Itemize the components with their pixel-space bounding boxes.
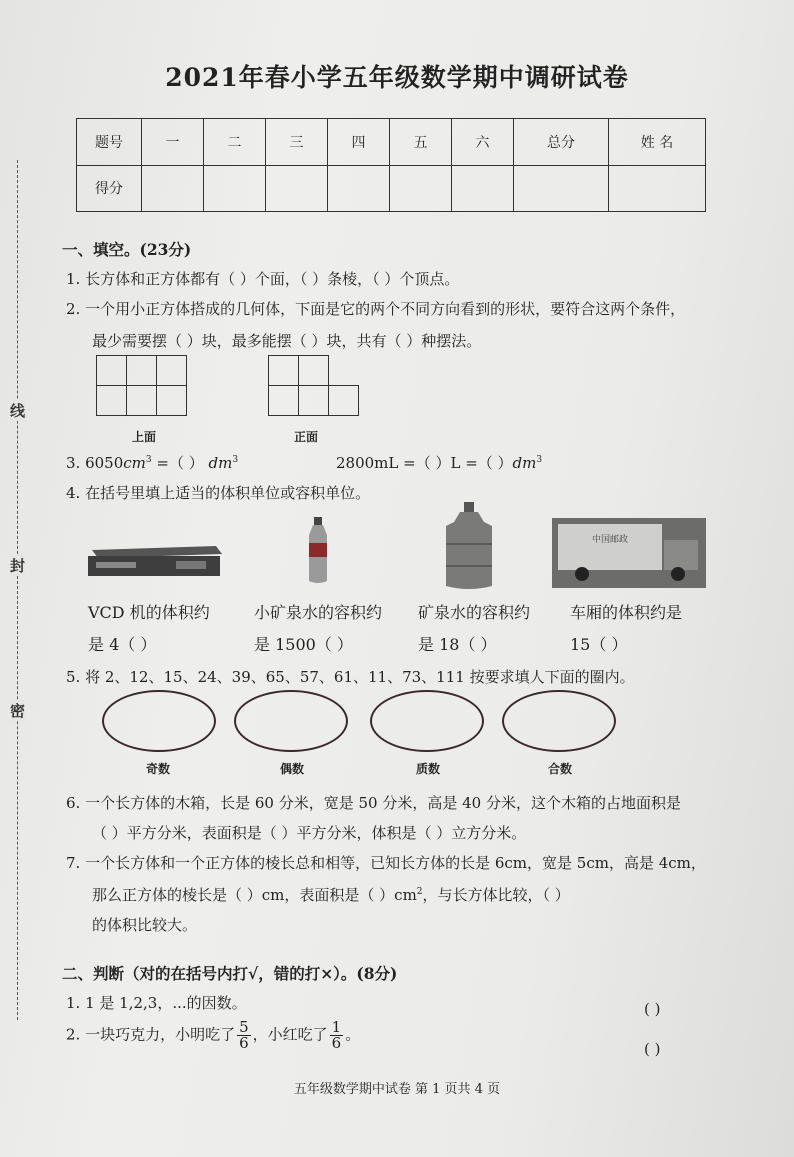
top-view-caption: 上面 [132, 430, 157, 444]
binding-mark: 线 [10, 402, 26, 420]
question-2-line2: 最少需要摆（ ）块，最多能摆（ ）块，共有（ ）种摆法。 [92, 332, 482, 350]
fraction-five-sixths [237, 1020, 251, 1051]
exam-title: 2021年春小学五年级数学期中调研试卷 [165, 63, 629, 92]
score-header-cell: 题号 [77, 119, 142, 166]
judge-answer-1[interactable]: ( ) [644, 1000, 661, 1018]
score-cell[interactable] [142, 165, 204, 212]
prime-circle[interactable] [370, 690, 484, 752]
judge-question-1: 1. 1 是 1,2,3，...的因数。 [66, 994, 247, 1012]
vcd-player-image [86, 540, 226, 582]
score-header-cell: 总分 [514, 119, 609, 166]
prime-label: 质数 [415, 762, 440, 776]
odd-label: 奇数 [145, 762, 170, 776]
score-cell[interactable] [266, 165, 328, 212]
item-water-jug-line1: 矿泉水的容积约 [418, 603, 531, 622]
q3-unit2: dm [208, 454, 233, 472]
page-footer: 五年级数学期中试卷 第 1 页共 4 页 [293, 1082, 501, 1097]
item-vcd-line2: 是 4（ ） [88, 635, 157, 654]
composite-circle[interactable] [502, 690, 616, 752]
question-3 [66, 452, 238, 473]
even-circle[interactable] [234, 690, 348, 752]
truck-label: 中国邮政 [592, 535, 629, 545]
water-jug-image [440, 500, 498, 592]
q3-exp: 3 [232, 455, 239, 465]
question-5: 5. 将 2、12、15、24、39、65、57、61、11、73、111 按要求填人下面的圈内。 [66, 668, 635, 686]
score-table [76, 118, 706, 212]
jq2-text-b: ，小红吃了 [252, 1025, 328, 1044]
score-header-cell: 姓 名 [609, 119, 706, 166]
question-7-line3: 的体积比较大。 [92, 916, 198, 934]
binding-mark: 封 [10, 557, 26, 575]
q7-line2a: 那么正方体的棱长是（ ）cm，表面积是（ ）cm [92, 886, 417, 904]
question-7-line2 [92, 884, 570, 905]
score-header-cell: 一 [142, 119, 204, 166]
section2-heading: 二、判断（对的在括号内打√，错的打×）。(8分) [62, 964, 398, 983]
fraction-one-sixth [330, 1020, 344, 1051]
frac2-num: 1 [331, 1018, 342, 1036]
name-cell[interactable] [609, 165, 706, 212]
section1-heading: 一、填空。(23分) [62, 240, 192, 259]
item-small-water-line2: 是 1500（ ） [254, 635, 353, 654]
composite-label: 合数 [547, 762, 572, 776]
item-water-jug-line2: 是 18（ ） [418, 635, 497, 654]
q3-unit1: cm [123, 454, 146, 472]
truck-image [552, 518, 706, 588]
frac1-den: 6 [239, 1034, 249, 1052]
q3-exp: 3 [145, 455, 152, 465]
judge-question-2 [66, 1020, 360, 1051]
jq2-text-c: 。 [345, 1025, 361, 1044]
score-cell[interactable] [204, 165, 266, 212]
q3-part2: =（ ） [151, 454, 204, 472]
score-row [77, 165, 706, 212]
score-row-label: 得分 [77, 165, 142, 212]
score-header-cell: 四 [328, 119, 390, 166]
q3-exp: 3 [536, 455, 543, 465]
score-header-cell: 二 [204, 119, 266, 166]
score-cell[interactable] [452, 165, 514, 212]
question-7-line1: 7. 一个长方体和一个正方体的棱长总和相等，已知长方体的长是 6cm，宽是 5cm，高是 4cm， [66, 854, 706, 872]
item-small-water-line1: 小矿泉水的容积约 [254, 603, 383, 622]
item-truck-line1: 车厢的体积约是 [570, 603, 683, 622]
score-cell[interactable] [328, 165, 390, 212]
odd-circle[interactable] [102, 690, 216, 752]
small-water-bottle-image [305, 515, 331, 585]
question-6-line1: 6. 一个长方体的木箱，长是 60 分米，宽是 50 分米，高是 40 分米，这个木箱的占地面积是 [66, 794, 681, 812]
score-cell[interactable] [514, 165, 609, 212]
score-header-cell: 三 [266, 119, 328, 166]
judge-answer-2[interactable]: ( ) [644, 1040, 661, 1058]
q3-part3: 2800mL =（ ）L =（ ） [336, 454, 513, 472]
item-vcd-line1: VCD 机的体积约 [88, 603, 210, 622]
q3-unit3: dm [512, 454, 537, 472]
score-header-cell: 六 [452, 119, 514, 166]
item-truck-line2: 15（ ） [570, 635, 628, 654]
question-4: 4. 在括号里填上适当的体积单位或容积单位。 [66, 484, 371, 502]
question-6-line2: （ ）平方分米，表面积是（ ）平方分米，体积是（ ）立方分米。 [92, 824, 527, 842]
question-2-line1: 2. 一个用小正方体搭成的几何体，下面是它的两个不同方向看到的形状，要符合这两个条件， [66, 300, 686, 318]
question-3b [336, 452, 542, 473]
frac2-den: 6 [331, 1034, 342, 1052]
score-header-row [77, 119, 706, 166]
even-label: 偶数 [279, 762, 304, 776]
score-cell[interactable] [390, 165, 452, 212]
front-view-caption: 正面 [294, 430, 319, 444]
jq2-text-a: 2. 一块巧克力，小明吃了 [66, 1025, 236, 1044]
binding-line [17, 160, 18, 1020]
q7-line2b: ，与长方体比较，（ ） [422, 886, 570, 904]
q7-squared: 2 [416, 887, 423, 897]
score-header-cell: 五 [390, 119, 452, 166]
binding-mark: 密 [10, 702, 26, 720]
q3-part1: 3. 6050 [66, 454, 124, 472]
frac1-num: 5 [239, 1018, 249, 1036]
question-1: 1. 长方体和正方体都有（ ）个面，（ ）条棱，（ ）个顶点。 [66, 270, 460, 288]
